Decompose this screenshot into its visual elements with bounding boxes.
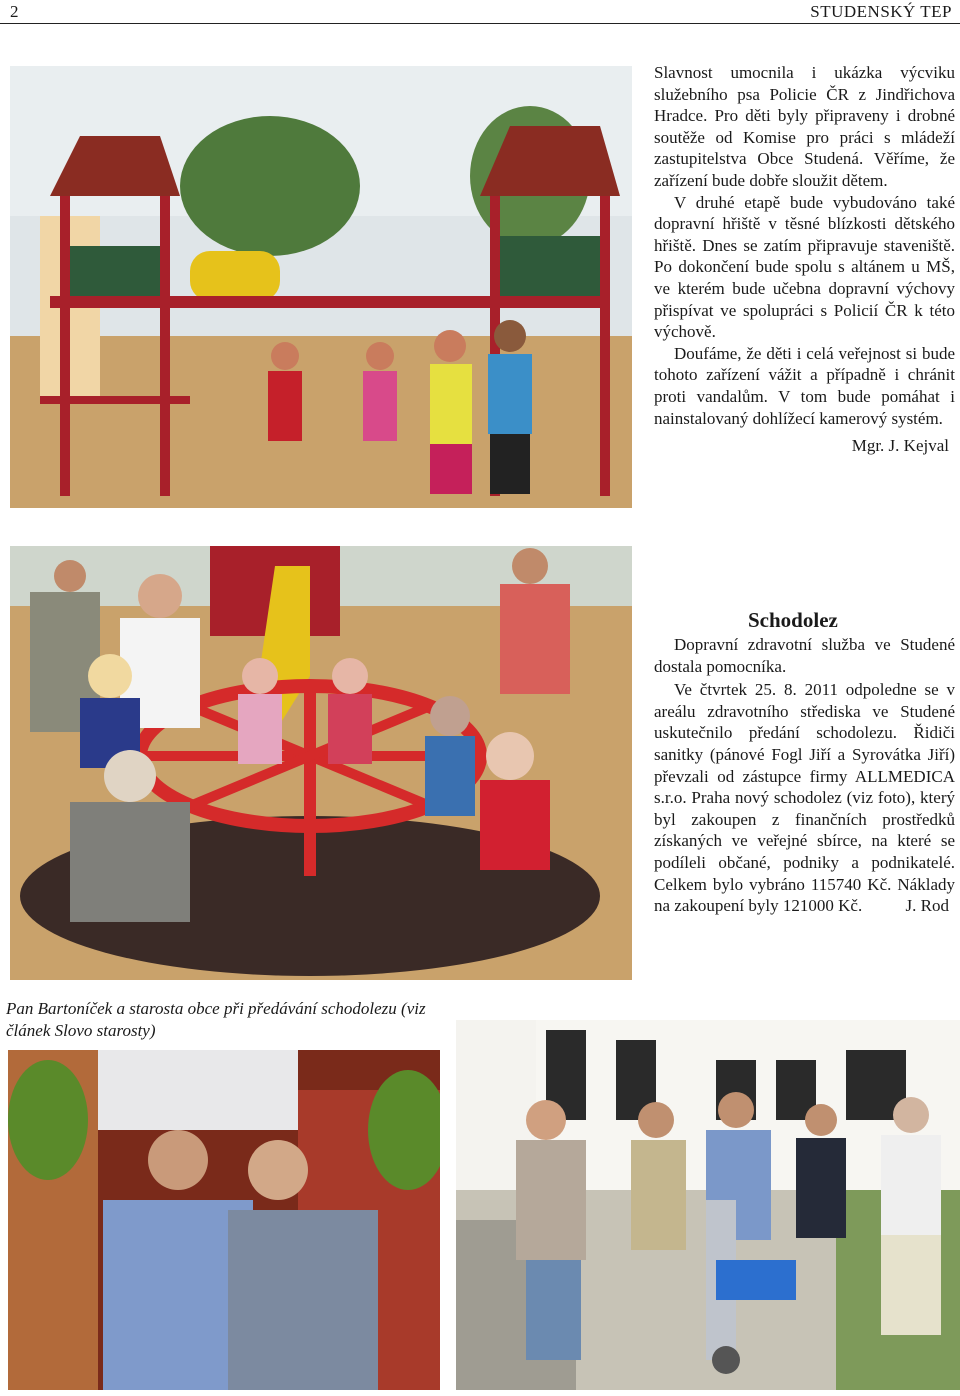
article-continuation — [654, 62, 955, 457]
article-signature: Mgr. J. Kejval — [851, 436, 949, 456]
article-signature: J. Rod — [905, 895, 949, 915]
stair-climber-photo — [456, 1020, 960, 1390]
article-paragraph: V druhé etapě bude vybudováno také dopravní hřiště v těsné blízkosti dětského hřiště. Dnes se zatím připravuje staveniště. Po dokončení bude spolu s altánem u MŠ, ve kterém bude učebna dopravní výchovy přispívat ve spolupráci s Policií ČR k této výchově. — [654, 192, 955, 342]
article-lead: Dopravní zdravotní služba ve Studené dostala pomocníka. — [654, 635, 955, 676]
article-paragraph: Doufáme, že děti i celá veřejnost si bude tohoto zařízení vážit a případně i chránit proti vandalům. V tom bude pomáhat i nainstalovaný dohlížecí kamerový systém. — [654, 343, 955, 428]
page-number: 2 — [10, 2, 19, 21]
two-men-photo — [8, 1050, 440, 1390]
merry-go-round-photo — [10, 546, 632, 980]
article-paragraph: Slavnost umocnila i ukázka výcviku služebního psa Policie ČR z Jindřichova Hradce. Pro děti byly připraveny i drobné soutěže od Komise pro práci s mládeží zastupitelstva Obce Studená. Věříme, že zařízení bude dobře sloužit dětem. — [654, 63, 955, 190]
page-header — [0, 0, 960, 24]
playground-photo — [10, 66, 632, 508]
publication-title: STUDENSKÝ TEP — [810, 2, 952, 21]
photo-caption: Pan Bartoníček a starosta obce při předávání schodolezu (viz článek Slovo starosty) — [6, 999, 426, 1040]
article-body: Ve čtvrtek 25. 8. 2011 odpoledne se v areálu zdravotního střediska ve Studené uskutečnilo předání schodolezu. Řidiči sanitky (pánové Fogl Jiří a Syrovátka Jiří) převzali od zástupce firmy ALLMEDICA s.r.o. Praha nový schodolez (viz foto), který byl zakoupen z finančních prostředků získaných ve veřejné sbírce, na které se podíleli občané, podniky a podnikatelé. Celkem bylo vybráno 115740 Kč. Náklady na zakoupení byly 121000 Kč. — [654, 680, 955, 916]
schodolez-article — [654, 634, 955, 916]
article-heading: Schodolez — [748, 608, 838, 632]
